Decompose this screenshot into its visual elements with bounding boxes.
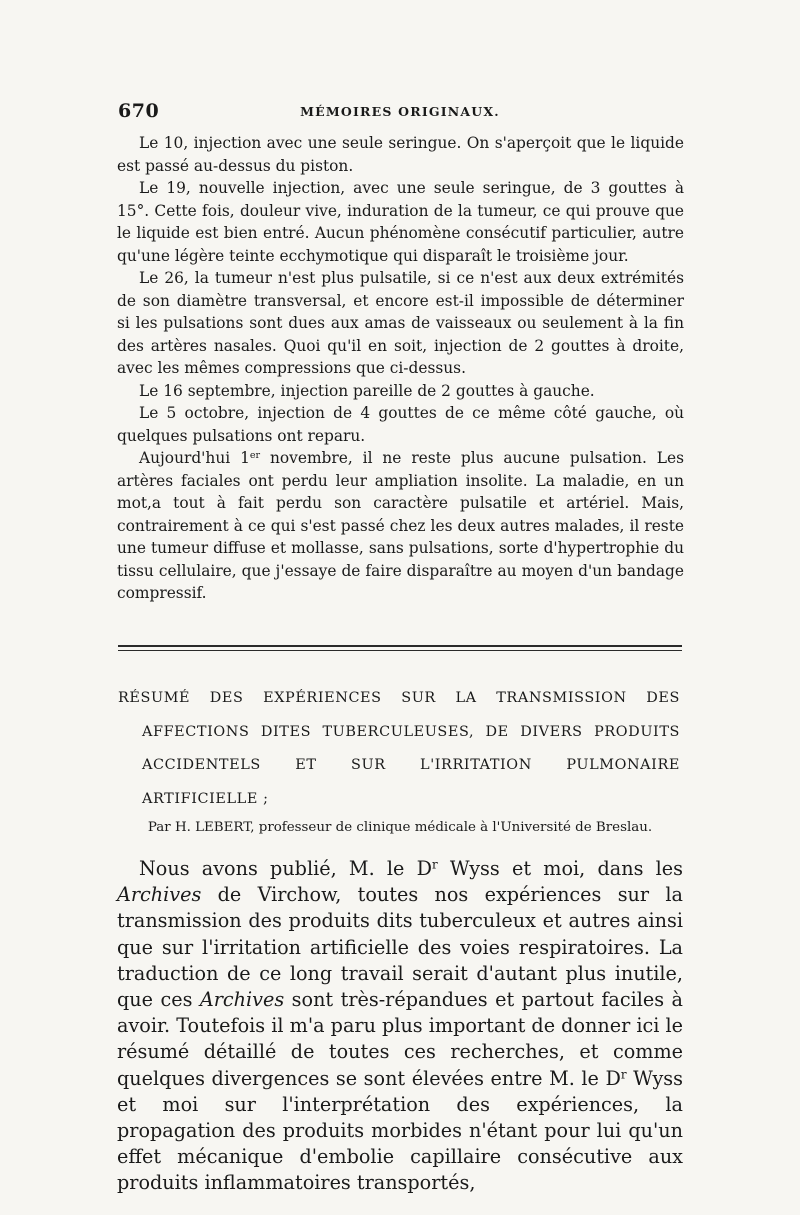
superscript: r [432, 857, 438, 872]
superscript: er [249, 449, 261, 461]
author-name: H. LEBERT, [174, 820, 255, 835]
running-head [118, 100, 682, 124]
byline [118, 819, 682, 837]
paragraph [117, 856, 683, 1197]
paragraph [117, 447, 684, 605]
text-run: Aujourd'hui 1 [139, 449, 250, 467]
author-affiliation: professeur de clinique médicale à l'Université de Breslau. [258, 820, 653, 835]
article-body [117, 856, 683, 1197]
journal-name: Archives [199, 988, 285, 1012]
paragraph: Le 26, la tumeur n'est plus pulsatile, si ce n'est aux deux extrémités de son diamètre transversal, et encore est-il impossible de déterminer si les pulsations sont dues aux amas de vaisseaux ou seulement à la fin des artères nasales. Quoi qu'il en soit, injection de 2 gouttes à droite, avec les mêmes compressions que ci-dessus. [117, 269, 684, 377]
paragraph: Le 19, nouvelle injection, avec une seule seringue, de 3 gouttes à 15°. Cette fois, douleur vive, induration de la tumeur, ce qui prouve que le liquide est bien entré. Aucun phénomène consécutif particulier, autre qu'une légère teinte ecchymotique qui disparaît le troisième jour. [117, 179, 684, 265]
paragraph: Le 16 septembre, injection pareille de 2 gouttes à gauche. [139, 381, 595, 400]
paragraph: Le 5 octobre, injection de 4 gouttes de ce même côté gauche, où quelques pulsations ont reparu. [117, 404, 684, 445]
case-report-text [117, 132, 684, 605]
running-title: MÉMOIRES ORIGINAUX. [300, 104, 500, 119]
superscript: r [620, 1067, 627, 1082]
article-title-text: RÉSUMÉ DES EXPÉRIENCES SUR LA TRANSMISSION DES AFFECTIONS DITES TUBERCULEUSES, DE DIVERS PRODUITS ACCIDENTELS ET SUR L'IRRITATION PULMONAIRE ARTIFICIELLE ; [118, 690, 680, 807]
text-run: Wyss et moi, dans les [437, 857, 683, 880]
journal-name: Archives [117, 883, 202, 907]
section-divider [118, 645, 682, 647]
page-number: 670 [118, 100, 160, 122]
text-run: de Virchow, toutes nos expériences sur la transmission des produits dits tuberculeux et autres ainsi que sur l'irritation artificielle des voies respiratoires. La traduction de ce long travail serait d'autant plus inutile, que ces [117, 883, 683, 1012]
text-run: Nous avons publié, M. le D [139, 857, 432, 880]
article-title [118, 682, 680, 816]
section-divider [118, 650, 682, 651]
text-run: novembre, il ne reste plus aucune pulsation. Les artères faciales ont perdu leur ampliation insolite. La maladie, en un mot,a tout à fait perdu son caractère pulsatile et artériel. Mais, contrairement à ce qui s'est passé chez les deux autres malades, il reste une tumeur diffuse et mollasse, sans pulsations, sorte d'hypertrophie du tissu cellulaire, que j'essaye de faire disparaître au moyen d'un bandage compressif. [117, 449, 684, 602]
text-run: Wyss et moi sur l'interprétation des expériences, la propagation des produits morbides n'étant pour lui qu'un effet mécanique d'embolie capillaire consécutive aux produits inflammatoires transportés, [117, 1066, 683, 1195]
byline-prefix: Par [147, 820, 171, 835]
text-run: sont très-répandues et partout faciles à avoir. Toutefois il m'a paru plus important de donner ici le résumé détaillé de toutes ces recherches, et comme quelques divergences se sont élevées entre M. le D [117, 988, 683, 1090]
paragraph: Le 10, injection avec une seule seringue. On s'aperçoit que le liquide est passé au-dessus du piston. [117, 134, 684, 175]
